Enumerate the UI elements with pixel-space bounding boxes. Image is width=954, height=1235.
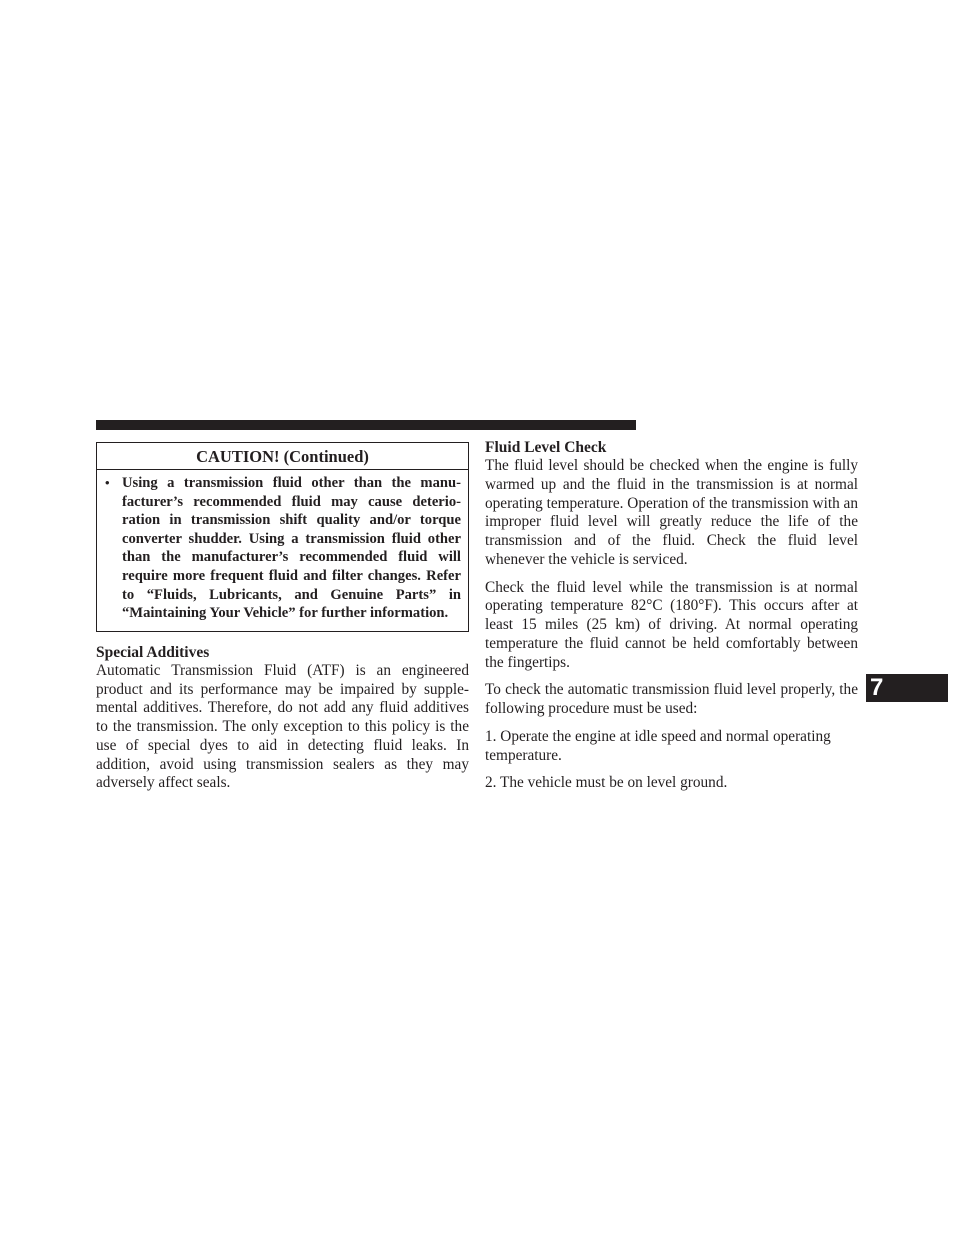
- section-tab: [866, 674, 948, 702]
- caution-body: [97, 470, 468, 631]
- top-rule: [96, 420, 636, 430]
- bullet-icon: •: [105, 475, 110, 490]
- fluid-level-para-3: To check the automatic transmission fluid level properly, the following procedure must be used:: [485, 681, 858, 717]
- section-tab-number: 7: [870, 674, 884, 701]
- right-column: [485, 438, 858, 793]
- caution-bullet-text: Using a transmission fluid other than the manufacturer’s recommended fluid may cause deterioration in transmission shift quality and/or torque converter shudder. Using a transmission fluid other than the manufacturer’s recommended fluid will require more frequent fluid and filter changes. Refer to “Fluids, Lubricants, and Genuine Parts” in “Maintaining Your Vehicle” for further information.: [122, 475, 461, 622]
- procedure-step-1: 1. Operate the engine at idle speed and normal operating temperature.: [485, 727, 831, 764]
- fluid-level-check-heading: Fluid Level Check: [485, 439, 607, 456]
- special-additives-text: Automatic Transmission Fluid (ATF) is an engineered product and its performance may be impaired by supplemental additives. Therefore, do not add any fluid additives to the transmission. The only exception to this policy is the use of special dyes to aid in detecting fluid leaks. In addition, avoid using transmission sealers as they may adversely affect seals.: [96, 661, 469, 792]
- fluid-level-para-1: The fluid level should be checked when the engine is fully warmed up and the fluid in the transmission is at normal operating temperature. Operation of the transmission with an improper fluid level will greatly reduce the life of the transmission and of the fluid. Check the fluid level whenever the vehicle is serviced.: [485, 457, 858, 568]
- special-additives-heading: Special Additives: [96, 643, 210, 661]
- caution-title: CAUTION! (Continued): [97, 443, 468, 470]
- left-column: [96, 442, 469, 793]
- caution-bullet-item: [105, 474, 461, 623]
- procedure-step-2: 2. The vehicle must be on level ground.: [485, 774, 728, 792]
- caution-box: [96, 442, 469, 632]
- fluid-level-para-2: Check the fluid level while the transmission is at normal operating temperature 82°C (180°F). This occurs after at least 15 miles (25 km) of driving. At normal operating temperature the fluid cannot be held comfortably between the fingertips.: [485, 578, 858, 671]
